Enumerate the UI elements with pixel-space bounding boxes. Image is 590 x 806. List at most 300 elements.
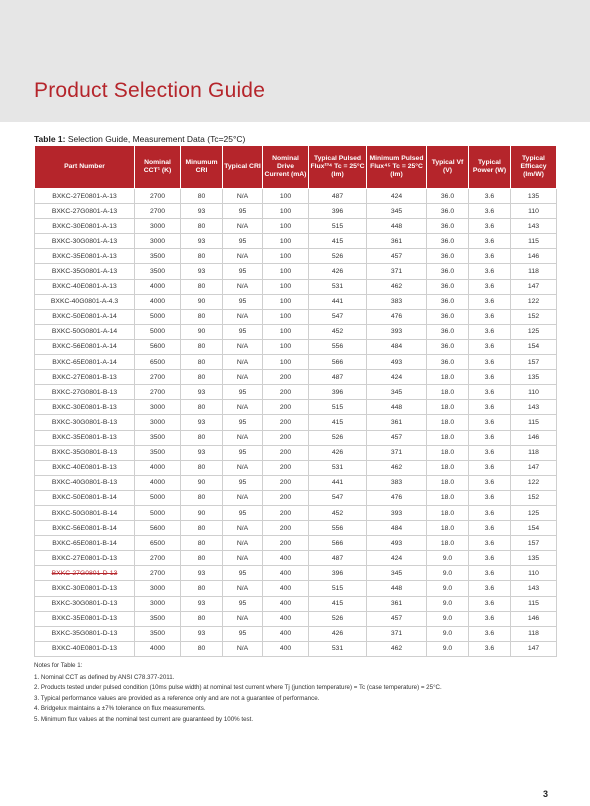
page-title: Product Selection Guide <box>34 79 266 102</box>
table-cell: 9.0 <box>427 641 469 656</box>
table-cell: 80 <box>181 309 223 324</box>
table-cell: 3000 <box>135 219 181 234</box>
table-cell: 200 <box>263 385 309 400</box>
table-cell: 3000 <box>135 581 181 596</box>
part-number-cell: BXKC-30G0801-A-13 <box>35 234 135 249</box>
table-cell: 36.0 <box>427 189 469 204</box>
table-body <box>35 189 557 657</box>
table-cell: 95 <box>223 505 263 520</box>
table-cell: 90 <box>181 475 223 490</box>
note-item: 4. Bridgelux maintains a ±7% tolerance on flux measurements. <box>34 705 206 712</box>
table-cell: 441 <box>309 294 367 309</box>
selection-guide-table <box>34 145 557 657</box>
column-header: Typical Power (W) <box>469 146 511 189</box>
table-cell: 110 <box>511 566 557 581</box>
table-cell: 383 <box>367 294 427 309</box>
table-cell: N/A <box>223 430 263 445</box>
table-cell: 452 <box>309 324 367 339</box>
table-cell: 415 <box>309 234 367 249</box>
part-number-cell: BXKC-27G0801-B-13 <box>35 385 135 400</box>
table-cell: 93 <box>181 626 223 641</box>
column-header: Minimum Pulsed Flux⁴⁵ Tc = 25°C (lm) <box>367 146 427 189</box>
table-row <box>35 234 557 249</box>
table-cell: 424 <box>367 189 427 204</box>
table-cell: 4000 <box>135 475 181 490</box>
table-cell: 200 <box>263 460 309 475</box>
table-cell: 547 <box>309 309 367 324</box>
table-cell: 426 <box>309 626 367 641</box>
table-cell: 462 <box>367 460 427 475</box>
table-row <box>35 355 557 370</box>
table-cell: 36.0 <box>427 234 469 249</box>
table-cell: 3.6 <box>469 324 511 339</box>
table-cell: 493 <box>367 355 427 370</box>
table-row <box>35 400 557 415</box>
table-cell: 3.6 <box>469 611 511 626</box>
table-cell: 476 <box>367 309 427 324</box>
part-number-cell: BXKC-27E0801-A-13 <box>35 189 135 204</box>
table-cell: 18.0 <box>427 460 469 475</box>
table-cell: 2700 <box>135 204 181 219</box>
table-cell: 100 <box>263 264 309 279</box>
table-cell: 556 <box>309 521 367 536</box>
table-cell: 383 <box>367 475 427 490</box>
table-cell: 3.6 <box>469 385 511 400</box>
table-cell: 100 <box>263 249 309 264</box>
table-cell: 118 <box>511 626 557 641</box>
table-cell: 487 <box>309 189 367 204</box>
table-cell: 361 <box>367 596 427 611</box>
table-cell: 556 <box>309 339 367 354</box>
table-cell: 80 <box>181 536 223 551</box>
table-cell: 4000 <box>135 294 181 309</box>
table-cell: 393 <box>367 505 427 520</box>
table-cell: 80 <box>181 641 223 656</box>
table-row <box>35 445 557 460</box>
table-cell: 18.0 <box>427 430 469 445</box>
table-cell: 36.0 <box>427 355 469 370</box>
table-cell: 493 <box>367 536 427 551</box>
table-cell: 3000 <box>135 234 181 249</box>
table-cell: 93 <box>181 596 223 611</box>
table-row <box>35 641 557 656</box>
table-cell: 448 <box>367 219 427 234</box>
table-cell: 3.6 <box>469 400 511 415</box>
table-cell: 100 <box>263 355 309 370</box>
part-number-cell: BXKC-56E0801-A-14 <box>35 339 135 354</box>
table-cell: 147 <box>511 279 557 294</box>
table-cell: N/A <box>223 536 263 551</box>
table-cell: 80 <box>181 339 223 354</box>
table-row <box>35 551 557 566</box>
table-cell: 361 <box>367 234 427 249</box>
table-cell: N/A <box>223 460 263 475</box>
table-row <box>35 475 557 490</box>
table-cell: 200 <box>263 536 309 551</box>
table-row <box>35 249 557 264</box>
table-cell: 36.0 <box>427 309 469 324</box>
table-cell: 345 <box>367 204 427 219</box>
table-cell: 526 <box>309 249 367 264</box>
table-cell: 95 <box>223 445 263 460</box>
table-cell: 396 <box>309 385 367 400</box>
table-cell: 90 <box>181 505 223 520</box>
table-cell: 3.6 <box>469 279 511 294</box>
table-cell: 3.6 <box>469 339 511 354</box>
table-cell: 93 <box>181 204 223 219</box>
table-cell: 95 <box>223 385 263 400</box>
table-cell: 18.0 <box>427 475 469 490</box>
table-cell: 36.0 <box>427 294 469 309</box>
table-cell: 3.6 <box>469 551 511 566</box>
part-number-cell: BXKC-65E0801-B-14 <box>35 536 135 551</box>
note-item: 3. Typical performance values are provided as a reference only and are not a guarantee of performance. <box>34 694 320 702</box>
table-cell: 80 <box>181 400 223 415</box>
table-cell: 95 <box>223 294 263 309</box>
table-cell: 400 <box>263 626 309 641</box>
table-cell: 2700 <box>135 551 181 566</box>
table-cell: 526 <box>309 611 367 626</box>
part-number-cell: BXKC-35E0801-D-13 <box>35 611 135 626</box>
column-header: Nominal CCT¹ (K) <box>135 146 181 189</box>
table-cell: 93 <box>181 385 223 400</box>
table-cell: 143 <box>511 400 557 415</box>
table-cell: 515 <box>309 219 367 234</box>
table-cell: 476 <box>367 490 427 505</box>
table-cell: 566 <box>309 355 367 370</box>
table-cell: 4000 <box>135 641 181 656</box>
table-cell: 487 <box>309 551 367 566</box>
table-cell: 361 <box>367 415 427 430</box>
table-cell: 110 <box>511 385 557 400</box>
table-cell: 5000 <box>135 324 181 339</box>
note-item: 2. Products tested under pulsed condition (10ms pulse width) at nominal test current where Tj (junction temperature) = Tc (case temperature) = 25°C. <box>34 684 442 691</box>
table-cell: 5600 <box>135 521 181 536</box>
table-cell: 2700 <box>135 370 181 385</box>
table-cell: 135 <box>511 189 557 204</box>
table-cell: 18.0 <box>427 445 469 460</box>
table-cell: N/A <box>223 219 263 234</box>
table-cell: 3.6 <box>469 475 511 490</box>
table-cell: 95 <box>223 596 263 611</box>
table-cell: 441 <box>309 475 367 490</box>
table-cell: 2700 <box>135 385 181 400</box>
table-cell: 426 <box>309 264 367 279</box>
column-header: Typical Efficacy (lm/W) <box>511 146 557 189</box>
table-cell: 371 <box>367 264 427 279</box>
table-cell: N/A <box>223 581 263 596</box>
table-cell: 396 <box>309 566 367 581</box>
table-cell: 515 <box>309 581 367 596</box>
table-cell: 9.0 <box>427 596 469 611</box>
table-cell: 396 <box>309 204 367 219</box>
table-cell: 3.6 <box>469 490 511 505</box>
table-cell: 9.0 <box>427 581 469 596</box>
table-cell: 110 <box>511 204 557 219</box>
table-cell: 36.0 <box>427 249 469 264</box>
table-cell: 400 <box>263 581 309 596</box>
table-cell: 80 <box>181 581 223 596</box>
table-cell: 484 <box>367 521 427 536</box>
table-cell: 9.0 <box>427 551 469 566</box>
table-cell: 146 <box>511 430 557 445</box>
table-cell: 9.0 <box>427 611 469 626</box>
table-cell: 531 <box>309 460 367 475</box>
table-cell: 3.6 <box>469 204 511 219</box>
table-cell: 100 <box>263 204 309 219</box>
part-number-cell: BXKC-27G0801-D-13 <box>35 566 135 581</box>
table-cell: 448 <box>367 581 427 596</box>
table-cell: 3.6 <box>469 581 511 596</box>
table-cell: 3500 <box>135 626 181 641</box>
part-number-cell: BXKC-50E0801-A-14 <box>35 309 135 324</box>
table-cell: 345 <box>367 385 427 400</box>
table-cell: 135 <box>511 370 557 385</box>
table-cell: 100 <box>263 294 309 309</box>
table-cell: 115 <box>511 415 557 430</box>
table-cell: 6500 <box>135 536 181 551</box>
table-cell: 3.6 <box>469 415 511 430</box>
table-cell: 100 <box>263 324 309 339</box>
table-cell: 152 <box>511 490 557 505</box>
table-cell: 125 <box>511 505 557 520</box>
table-cell: 400 <box>263 551 309 566</box>
table-cell: 3000 <box>135 596 181 611</box>
table-cell: N/A <box>223 490 263 505</box>
part-number-cell: BXKC-30E0801-A-13 <box>35 219 135 234</box>
table-cell: N/A <box>223 339 263 354</box>
table-cell: 95 <box>223 204 263 219</box>
table-cell: 95 <box>223 264 263 279</box>
table-cell: 18.0 <box>427 400 469 415</box>
part-number-cell: BXKC-40E0801-A-13 <box>35 279 135 294</box>
table-cell: 80 <box>181 490 223 505</box>
table-row <box>35 430 557 445</box>
table-cell: 200 <box>263 415 309 430</box>
table-cell: 487 <box>309 370 367 385</box>
part-number-cell: BXKC-30G0801-D-13 <box>35 596 135 611</box>
column-header: Typical Vf (V) <box>427 146 469 189</box>
table-cell: 118 <box>511 264 557 279</box>
table-cell: 18.0 <box>427 521 469 536</box>
part-number-cell: BXKC-50E0801-B-14 <box>35 490 135 505</box>
table-cell: 3.6 <box>469 370 511 385</box>
table-cell: 100 <box>263 279 309 294</box>
table-cell: 4000 <box>135 460 181 475</box>
table-cell: 9.0 <box>427 566 469 581</box>
table-cell: 3.6 <box>469 596 511 611</box>
table-row <box>35 460 557 475</box>
table-cell: 3.6 <box>469 430 511 445</box>
table-cell: 3.6 <box>469 626 511 641</box>
table-cell: 200 <box>263 430 309 445</box>
table-cell: 200 <box>263 521 309 536</box>
table-cell: 3.6 <box>469 641 511 656</box>
table-cell: 3.6 <box>469 309 511 324</box>
table-cell: 5600 <box>135 339 181 354</box>
table-cell: 3.6 <box>469 536 511 551</box>
table-cell: 424 <box>367 370 427 385</box>
table-cell: 93 <box>181 445 223 460</box>
table-cell: 36.0 <box>427 279 469 294</box>
table-cell: 3.6 <box>469 234 511 249</box>
table-cell: 371 <box>367 445 427 460</box>
table-cell: 200 <box>263 400 309 415</box>
table-cell: 2700 <box>135 566 181 581</box>
table-cell: 200 <box>263 505 309 520</box>
table-cell: 3.6 <box>469 521 511 536</box>
table-cell: 18.0 <box>427 385 469 400</box>
table-cell: 457 <box>367 430 427 445</box>
table-cell: 143 <box>511 581 557 596</box>
table-row <box>35 490 557 505</box>
table-cell: 95 <box>223 234 263 249</box>
table-cell: 3.6 <box>469 219 511 234</box>
column-header: Typical Pulsed Flux²³⁴ Tc = 25°C (lm) <box>309 146 367 189</box>
table-cell: 3.6 <box>469 189 511 204</box>
table-cell: 157 <box>511 536 557 551</box>
table-cell: 80 <box>181 189 223 204</box>
table-cell: 93 <box>181 566 223 581</box>
table-cell: N/A <box>223 611 263 626</box>
table-cell: 415 <box>309 596 367 611</box>
table-cell: 115 <box>511 234 557 249</box>
table-cell: 5000 <box>135 309 181 324</box>
table-row <box>35 385 557 400</box>
table-cell: 18.0 <box>427 536 469 551</box>
table-cell: 566 <box>309 536 367 551</box>
table-cell: 147 <box>511 460 557 475</box>
table-cell: 531 <box>309 279 367 294</box>
table-cell: N/A <box>223 641 263 656</box>
column-header: Typical CRI <box>223 146 263 189</box>
table-row <box>35 626 557 641</box>
part-number-cell: BXKC-40G0801-A-4.3 <box>35 294 135 309</box>
table-cell: 80 <box>181 219 223 234</box>
table-cell: 3.6 <box>469 294 511 309</box>
table-cell: 152 <box>511 309 557 324</box>
column-header: Part Number <box>35 146 135 189</box>
table-cell: 200 <box>263 490 309 505</box>
table-cell: 6500 <box>135 355 181 370</box>
part-number-cell: BXKC-30G0801-B-13 <box>35 415 135 430</box>
notes-list <box>34 673 564 726</box>
table-row <box>35 204 557 219</box>
table-cell: 3.6 <box>469 249 511 264</box>
table-cell: 3.6 <box>469 566 511 581</box>
table-cell: N/A <box>223 249 263 264</box>
table-cell: 200 <box>263 475 309 490</box>
table-cell: 18.0 <box>427 505 469 520</box>
table-cell: 3000 <box>135 400 181 415</box>
table-cell: 90 <box>181 294 223 309</box>
table-row <box>35 415 557 430</box>
table-cell: 95 <box>223 475 263 490</box>
table-cell: 547 <box>309 490 367 505</box>
table-cell: 3500 <box>135 430 181 445</box>
table-cell: N/A <box>223 521 263 536</box>
table-cell: 3.6 <box>469 460 511 475</box>
table-cell: N/A <box>223 309 263 324</box>
table-row <box>35 219 557 234</box>
part-number-cell: BXKC-40G0801-B-13 <box>35 475 135 490</box>
table-cell: 200 <box>263 445 309 460</box>
table-cell: 3500 <box>135 611 181 626</box>
table-cell: 452 <box>309 505 367 520</box>
table-cell: 93 <box>181 264 223 279</box>
table-cell: N/A <box>223 355 263 370</box>
table-cell: 100 <box>263 234 309 249</box>
table-cell: 400 <box>263 596 309 611</box>
table-cell: 80 <box>181 355 223 370</box>
part-number-cell: BXKC-40E0801-B-13 <box>35 460 135 475</box>
table-cell: 3500 <box>135 445 181 460</box>
table-row <box>35 309 557 324</box>
table-cell: 526 <box>309 430 367 445</box>
table-cell: 146 <box>511 249 557 264</box>
table-cell: 125 <box>511 324 557 339</box>
table-cell: 100 <box>263 339 309 354</box>
table-cell: 426 <box>309 445 367 460</box>
table-cell: 5000 <box>135 490 181 505</box>
table-cell: 424 <box>367 551 427 566</box>
table-cell: 93 <box>181 415 223 430</box>
table-row <box>35 370 557 385</box>
table-cell: 36.0 <box>427 339 469 354</box>
table-row <box>35 324 557 339</box>
table-cell: 80 <box>181 370 223 385</box>
table-cell: 3.6 <box>469 355 511 370</box>
table-cell: 3000 <box>135 415 181 430</box>
column-header: Nominal Drive Current (mA) <box>263 146 309 189</box>
table-cell: 93 <box>181 234 223 249</box>
table-cell: 3500 <box>135 264 181 279</box>
table-cell: 9.0 <box>427 626 469 641</box>
note-item: 1. Nominal CCT as defined by ANSI C78.377-2011. <box>34 673 175 681</box>
table-cell: 400 <box>263 611 309 626</box>
table-cell: N/A <box>223 400 263 415</box>
table-cell: 154 <box>511 339 557 354</box>
table-cell: 146 <box>511 611 557 626</box>
table-cell: 100 <box>263 309 309 324</box>
table-cell: 95 <box>223 626 263 641</box>
table-row <box>35 566 557 581</box>
table-row <box>35 611 557 626</box>
part-number-cell: BXKC-35G0801-B-13 <box>35 445 135 460</box>
table-cell: 100 <box>263 189 309 204</box>
table-row <box>35 189 557 204</box>
table-cell: 80 <box>181 521 223 536</box>
table-cell: 115 <box>511 596 557 611</box>
table-caption <box>34 134 245 144</box>
table-cell: 393 <box>367 324 427 339</box>
page-number: 3 <box>542 789 548 799</box>
table-cell: 36.0 <box>427 219 469 234</box>
table-cell: N/A <box>223 279 263 294</box>
notes-heading: Notes for Table 1: <box>34 662 83 669</box>
table-cell: 95 <box>223 324 263 339</box>
table-cell: 157 <box>511 355 557 370</box>
part-number-cell: BXKC-35E0801-B-13 <box>35 430 135 445</box>
table-cell: 484 <box>367 339 427 354</box>
table-cell: 80 <box>181 551 223 566</box>
table-caption-text: Selection Guide, Measurement Data (Tc=25°C) <box>65 134 246 144</box>
part-number-cell: BXKC-50G0801-A-14 <box>35 324 135 339</box>
table-cell: 80 <box>181 460 223 475</box>
table-header-row <box>35 146 557 189</box>
table-cell: 200 <box>263 370 309 385</box>
table-cell: 462 <box>367 641 427 656</box>
